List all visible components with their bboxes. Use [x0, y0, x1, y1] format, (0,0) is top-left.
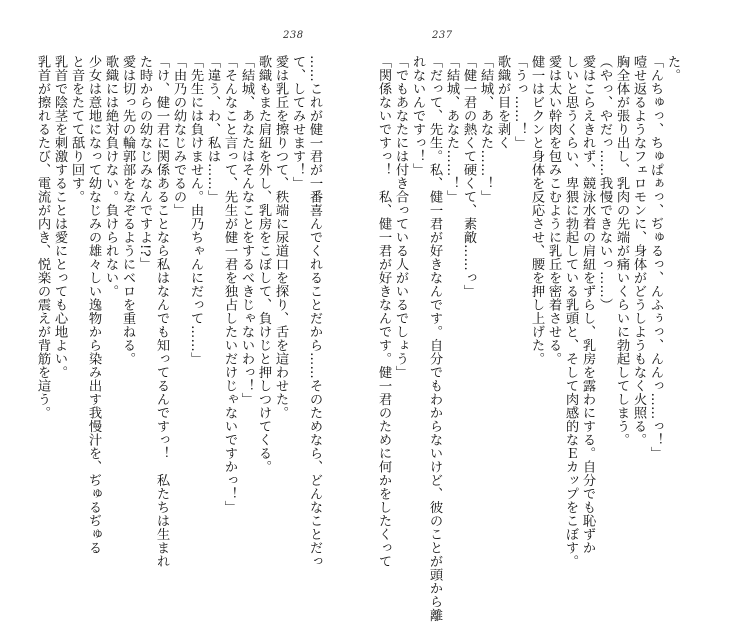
text-line: 「結城、あなた……！」 — [478, 55, 493, 204]
text-line: （やっ、やだっ……我慢できないっ……） — [597, 55, 612, 312]
text-line: 「うっ……！」 — [512, 55, 527, 150]
text-line: 「そんなこと言って、先生が健一君を独占したいだけじゃないですかっ！」 — [222, 55, 237, 514]
text-line: 「だって、先生。私、健一君が好きなんです。自分でもわからないけど、彼のことが頭から離 — [427, 55, 442, 622]
text-line: た。 — [665, 55, 680, 82]
text-line: 乳首で陰茎を刺激することは愛にとっても心地よい。 — [52, 55, 67, 379]
text-line: 「結城、あなた……！」 — [444, 55, 459, 204]
text-line: れないんですっ！」 — [410, 55, 425, 177]
text-line: 愛はこらえきれず、競泳水着の肩紐をずらし、乳房を露わにする。自分でも恥ずか — [580, 55, 595, 555]
text-line: 健一はビクンと身体を反応させ、腰を押し上げた。 — [529, 55, 544, 366]
left-page-text — [35, 55, 323, 568]
text-line: 「健一君の熱くて硬くて、素敵……っ」 — [461, 55, 476, 298]
text-line: た時からの幼なじみなんですよ!?」 — [137, 55, 152, 271]
text-line: 「先生には負けません。由乃ちゃんにだって……」 — [188, 55, 203, 366]
text-line: と音をたてて舐り回す。 — [69, 55, 84, 204]
text-line: 歌織が目を剥く — [495, 55, 510, 150]
text-line: て、してみせます！」 — [290, 55, 305, 190]
text-line: 胸全体が張り出し、乳肉の先端が痛いくらいに勃起してしまう。 — [614, 55, 629, 447]
text-line: 愛は切っ先の輪郭部をなぞるようにベロを重ねる。 — [120, 55, 135, 366]
text-line: しいと思うくらい、卑猥に勃起している乳頭と、そして肉感的なＥカップをこぼす。 — [563, 55, 578, 568]
text-line: 噎せ返るようなフェロモンに、身体がどうしようもなく火照る。 — [631, 55, 646, 447]
text-line: 「け、健一君に関係あることなら私はなんでも知ってるんですっ！ 私たちは生まれ — [154, 55, 169, 568]
text-line: 「結城、あなたはそんなことをするべきじゃないわっ！」 — [239, 55, 254, 406]
text-line: 「でもあなたには付き合っている人がいるでしょう」 — [393, 55, 408, 379]
text-line: 歌織には絶対負けない。負けられない。 — [103, 55, 118, 298]
text-line: 「違う、わ、私は……」 — [205, 55, 220, 204]
right-page-text — [376, 55, 681, 622]
text-line: 「由乃の幼なじみでるの」 — [171, 55, 186, 217]
text-line: 「んちゅっ、ちゅぱぁっ、ぢゅるっ、んふぅっ、んんっ……っ！」 — [648, 55, 663, 460]
text-line: 歌織もまた肩紐を外し、乳房をこぼして、負けじと押しつけてくる。 — [256, 55, 271, 474]
text-line: 愛は太い幹肉を包みこむように乳丘を密着させる。 — [546, 55, 561, 366]
left-page-number: 238 — [283, 30, 304, 41]
text-line: ……これが健一君が一番喜んでくれることだから……そのためなら、どんなことだっ — [307, 55, 322, 568]
text-line: 乳首が擦れるたび、電流が内き、悦楽の震えが背筋を這う。 — [35, 55, 50, 420]
text-line: 愛は乳丘を擦りつて、秩端に尿道口を探り、舌を這わせた。 — [273, 55, 288, 420]
text-line: 「関係ないですっ！ 私、健一君が好きなんです。健一君のために何かをしたくって — [376, 55, 391, 568]
right-page-number: 237 — [432, 30, 453, 41]
text-line: 少女は意地になって幼なじみの雄々しい逸物から染み出す我慢汁を、ぢゅるぢゅる — [86, 55, 101, 555]
